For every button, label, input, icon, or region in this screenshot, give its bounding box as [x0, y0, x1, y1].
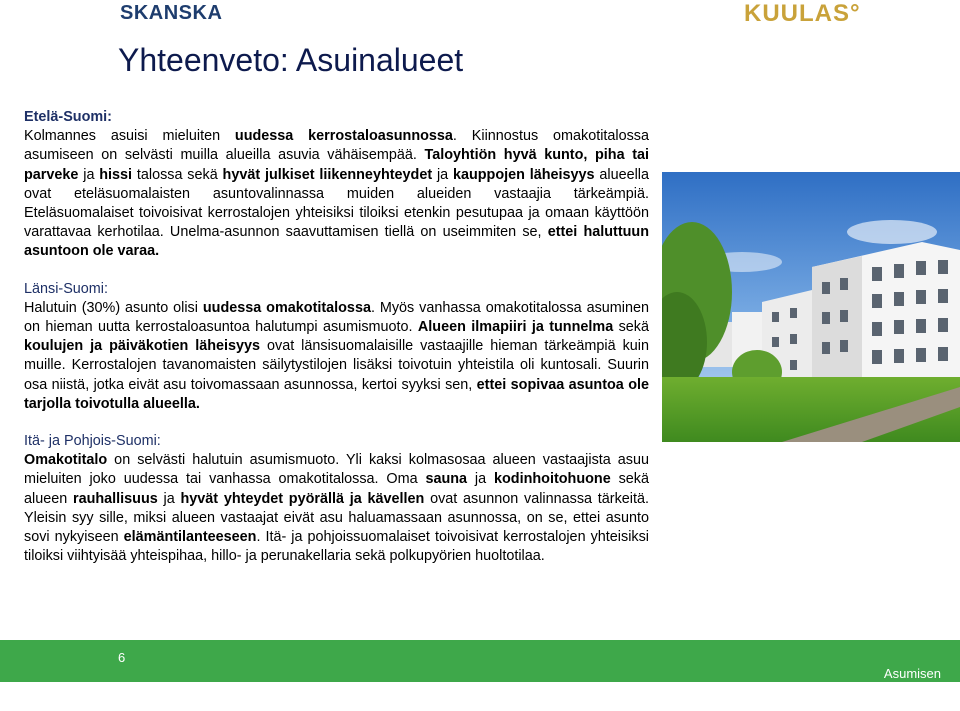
- section-heading-etela: Etelä-Suomi:: [24, 109, 112, 125]
- section-ita-pohjois-suomi: [24, 432, 649, 566]
- text-run: ja: [157, 490, 181, 507]
- section-text-ita: [24, 451, 649, 566]
- skanska-logo: SKANSKA: [120, 2, 223, 24]
- emphasis: elämäntilanteeseen: [123, 529, 257, 546]
- section-lansi-suomi: [24, 280, 649, 414]
- emphasis: Alueen ilmapiiri ja tunnelma: [417, 319, 614, 336]
- footer-bar: [0, 640, 960, 682]
- text-run: ja: [78, 166, 100, 183]
- text-run: on selvästi halutuin asumismuoto. Yli kaksi kolmasosaa alueen vastaajista asuu mieluiten joko uudessa tai vanhassa omakotitalossa. Oma: [24, 452, 649, 488]
- text-run: alueella ovat eteläsuomalaisten asuntovalinnassa muiden alueiden vastaajia tärkeämpiä. Eteläsuomalaiset toivoisivat kerrostalojen yhteisiksi tiloiksi etenkin pesutupaa ja omaan käyttöön varattavaa kerhotilaa. Unelma-asunnon saavuttamisen tiellä on useimmiten se,: [24, 166, 649, 241]
- section-text-lansi: [24, 299, 649, 414]
- text-run: . Myös vanhassa omakotitalossa asuminen on hieman uutta kerrostaloasuntoa halutumpi asumismuoto.: [24, 299, 649, 336]
- emphasis: uudessa kerrostaloasunnossa: [234, 128, 453, 145]
- emphasis: hyvät julkiset liikenneyhteydet: [222, 166, 433, 183]
- text-run: ja: [432, 166, 453, 183]
- text-run: ja: [467, 471, 495, 488]
- emphasis: rauhallisuus: [72, 490, 158, 507]
- emphasis: ettei haluttuun asuntoon ole varaa.: [24, 224, 649, 260]
- emphasis: sauna: [425, 471, 468, 488]
- text-run: . Kiinnostus omakotitalossa asumiseen on selvästi muilla alueilla asuvia vähäisempää.: [24, 128, 649, 164]
- content: [24, 108, 649, 584]
- section-heading-ita: Itä- ja Pohjois-Suomi:: [24, 433, 161, 450]
- emphasis: Omakotitalo: [24, 452, 108, 469]
- kuulas-logo: KUULAS°: [744, 0, 861, 27]
- page-number: 6: [118, 650, 126, 665]
- emphasis: ettei sopivaa asuntoa ole tarjolla toivotulla alueella.: [24, 376, 649, 412]
- text-run: . Itä- ja pohjoissuomalaiset toivoisivat kerrostalojen yhteisiksi tiloiksi viihtyisää yhteispihaa, hillo- ja perunakellaria sekä polkupyörien huoltotilaa.: [24, 529, 649, 565]
- text-run: ovat asunnon valinnassa tärkeitä. Yleisin syy sille, miksi alueen vastaajat eivät asu haluamassaan asunnossa, on se, ettei asunto sovi nykyiseen: [24, 490, 649, 546]
- text-run: sekä alueen: [24, 471, 649, 507]
- footer-text: Asumisen toiveet 2014: [883, 666, 941, 711]
- text-run: Kolmannes asuisi mieluiten: [24, 128, 235, 145]
- text-run: ovat länsisuomalaisille vastaajille hieman tärkeämpiä kuin muille. Kerrostalojen tavanomaisten säilytystilojen lisäksi toivotuin yhteistila oli kuntosali. Suurin osa niistä, jotka eivät asu toivomassaan asunnossa, kertoi syyksi sen,: [24, 338, 649, 393]
- section-etela-suomi: [24, 108, 649, 262]
- emphasis: uudessa omakotitalossa: [202, 299, 371, 316]
- text-run: Halutuin (30%) asunto olisi: [24, 299, 203, 316]
- emphasis: hyvät yhteydet pyörällä ja kävellen: [180, 490, 425, 507]
- page-title: Yhteenveto: Asuinalueet: [118, 42, 464, 78]
- section-text-etela: [24, 127, 649, 261]
- apartment-buildings-photo: [662, 172, 960, 442]
- emphasis: hissi: [99, 166, 133, 183]
- emphasis: kodinhoitohuone: [494, 471, 611, 488]
- text-run: talossa sekä: [132, 166, 223, 183]
- section-heading-lansi: Länsi-Suomi:: [24, 280, 108, 297]
- text-run: sekä: [613, 319, 649, 336]
- emphasis: koulujen ja päiväkotien läheisyys: [24, 338, 261, 355]
- emphasis: Taloyhtiön hyvä kunto, piha tai parveke: [24, 147, 649, 183]
- emphasis: kauppojen läheisyys: [452, 166, 595, 183]
